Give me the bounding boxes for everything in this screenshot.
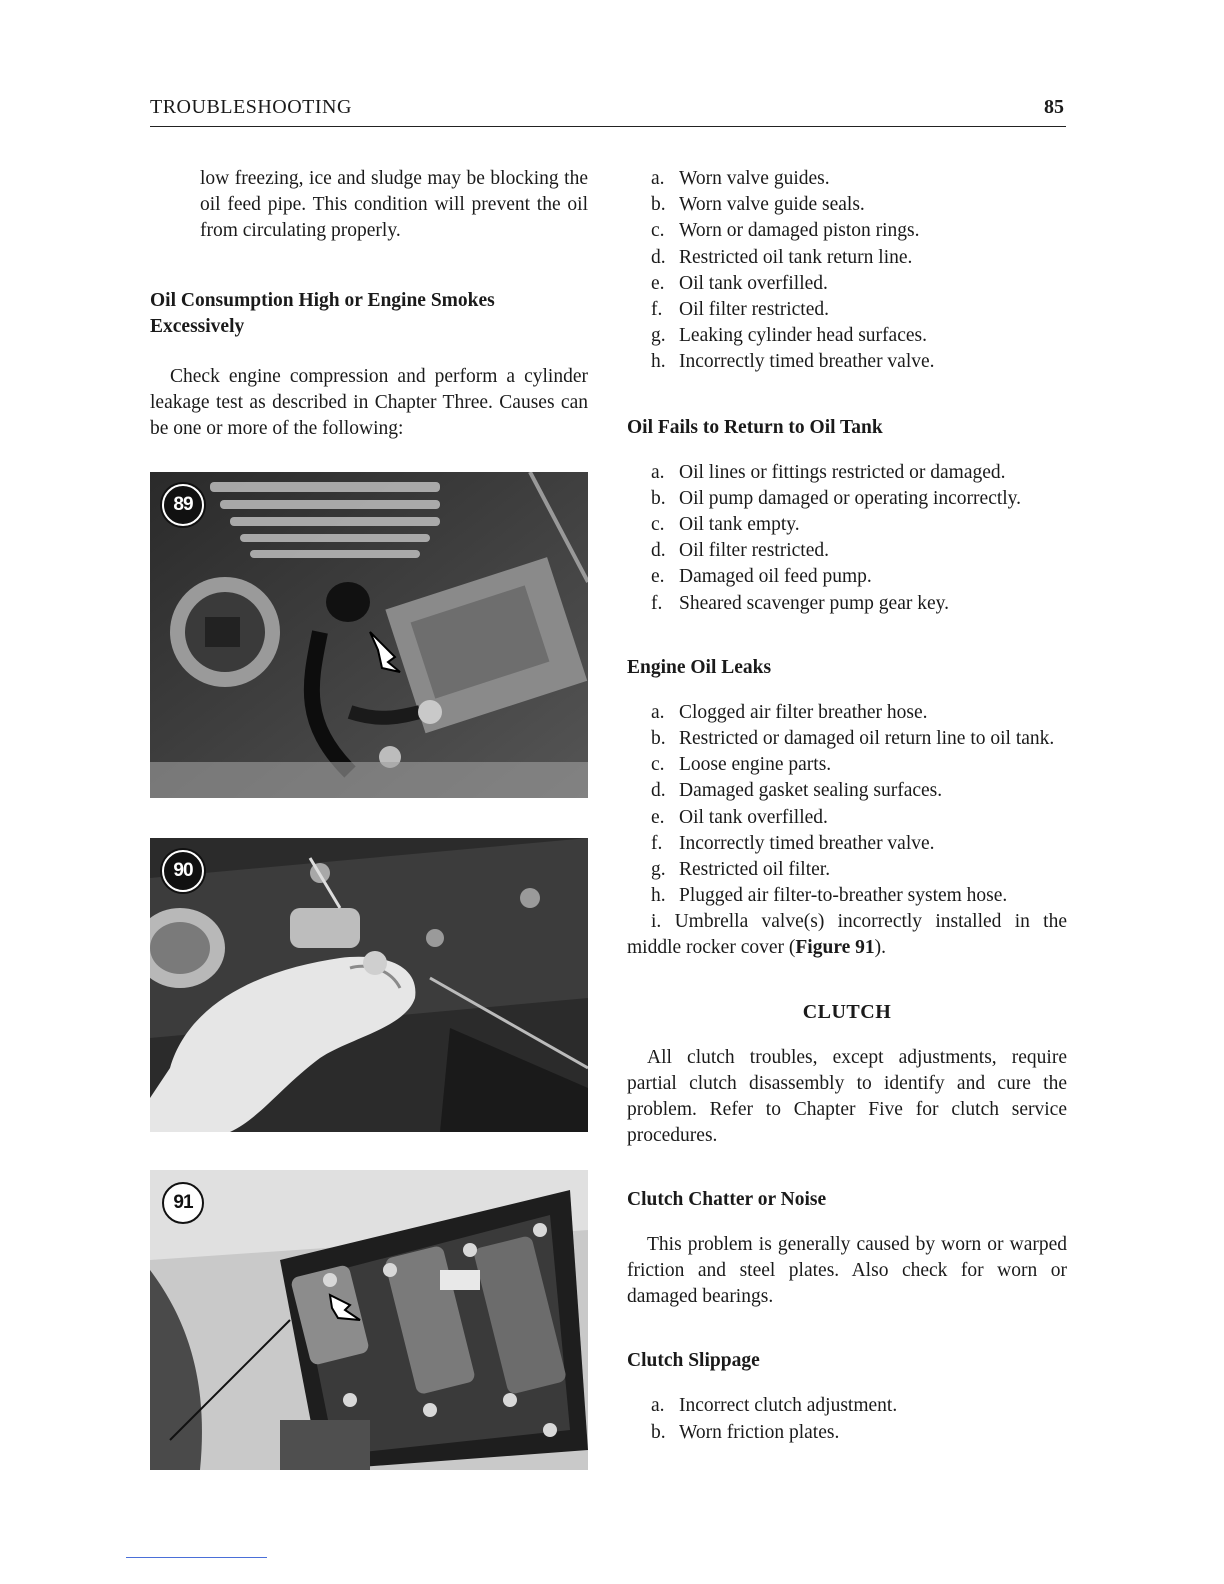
engine-oil-leaks-list <box>627 700 1067 910</box>
list-item: a. Clogged air filter breather hose. <box>651 701 928 723</box>
figure-89 <box>150 472 588 798</box>
list-item: d. Oil filter restricted. <box>651 540 829 562</box>
list-item: h. Incorrectly timed breather valve. <box>651 351 935 373</box>
list-item: b. Worn valve guide seals. <box>651 194 865 216</box>
list-item-umbrella-valve: i. Umbrella valve(s) incorrectly installed in the middle rocker cover (Figure 91). <box>627 911 1067 959</box>
clutch-chatter-paragraph: This problem is generally caused by worn or warped friction and steel plates. Also check for worn or damaged bearings. <box>627 1234 1067 1308</box>
section-heading-oil-return: Oil Fails to Return to Oil Tank <box>627 416 883 438</box>
list-item: f. Incorrectly timed breather valve. <box>651 832 935 854</box>
list-item: e. Oil tank overfilled. <box>651 806 828 828</box>
figure-reference: Figure 91 <box>795 937 875 959</box>
list-item: e. Damaged oil feed pump. <box>651 566 872 588</box>
list-item: d. Damaged gasket sealing surfaces. <box>651 780 943 802</box>
section-heading-clutch-slippage: Clutch Slippage <box>627 1350 760 1372</box>
page-number: 85 <box>1044 96 1064 118</box>
oil-consumption-causes-list <box>627 166 1067 376</box>
figure-number-badge: 90 <box>162 850 204 892</box>
footer-rule <box>126 1557 267 1558</box>
figure-91-photo <box>150 1170 588 1470</box>
list-item: a. Worn valve guides. <box>651 168 830 189</box>
list-item: h. Plugged air filter-to-breather system hose. <box>651 885 1008 907</box>
running-header <box>150 96 1066 127</box>
list-item: c. Oil tank empty. <box>651 514 800 536</box>
header-title: TROUBLESHOOTING <box>150 96 352 118</box>
clutch-paragraph: All clutch troubles, except adjustments, require partial clutch disassembly to identify and cure the problem. Refer to Chapter Five for clutch service procedures. <box>627 1047 1067 1147</box>
figure-90 <box>150 838 588 1132</box>
list-item: a. Oil lines or fittings restricted or damaged. <box>651 461 1006 483</box>
continued-paragraph: low freezing, ice and sludge may be blocking the oil feed pipe. This condition will prevent the oil from circulating properly. <box>200 168 588 241</box>
list-item: c. Loose engine parts. <box>651 754 832 776</box>
list-item: e. Oil tank overfilled. <box>651 272 828 294</box>
figure-91 <box>150 1170 588 1470</box>
right-column <box>627 166 1067 1446</box>
clutch-slippage-list <box>627 1393 1067 1445</box>
section-heading-oil-consumption: Oil Consumption High or Engine Smokes Excessively <box>150 290 495 337</box>
section-heading-clutch-chatter: Clutch Chatter or Noise <box>627 1189 827 1211</box>
list-item: f. Sheared scavenger pump gear key. <box>651 592 949 614</box>
list-item: f. Oil filter restricted. <box>651 299 829 321</box>
list-item: a. Incorrect clutch adjustment. <box>651 1395 898 1417</box>
clutch-heading: CLUTCH <box>802 1001 892 1024</box>
list-item: b. Oil pump damaged or operating incorrectly. <box>651 487 1022 509</box>
list-item: d. Restricted oil tank return line. <box>651 246 913 268</box>
left-column <box>150 166 588 442</box>
oil-consumption-paragraph: Check engine compression and perform a cylinder leakage test as described in Chapter Three. Causes can be one or more of the following: <box>150 366 588 439</box>
list-item: g. Leaking cylinder head surfaces. <box>651 325 927 347</box>
figure-90-photo <box>150 838 588 1132</box>
section-heading-engine-oil-leaks: Engine Oil Leaks <box>627 656 772 678</box>
list-item: c. Worn or damaged piston rings. <box>651 220 920 242</box>
figure-number-badge: 89 <box>162 484 204 526</box>
figure-89-photo <box>150 472 588 798</box>
list-item: b. Worn friction plates. <box>651 1421 840 1443</box>
list-item: g. Restricted oil filter. <box>651 859 831 881</box>
oil-return-causes-list <box>627 460 1067 617</box>
list-item: b. Restricted or damaged oil return line to oil tank. <box>651 728 1055 750</box>
figure-number-badge: 91 <box>162 1182 204 1224</box>
